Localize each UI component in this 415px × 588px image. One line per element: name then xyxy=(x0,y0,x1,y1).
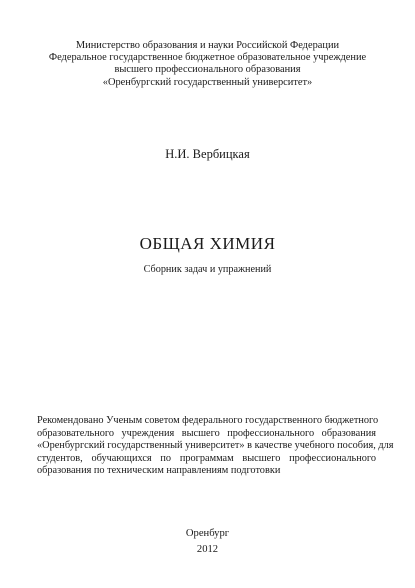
author-name: Н.И. Вербицкая xyxy=(165,147,250,161)
book-subtitle: Сборник задач и упражнений xyxy=(143,264,272,275)
header-line-university-name: «Оренбургский государственный университет» xyxy=(102,76,313,88)
recommendation-line: образовательного учреждения высшего профессионального образования xyxy=(37,427,376,439)
recommendation-line: студентов, обучающихся по программам высшего профессионального xyxy=(37,452,376,464)
recommendation-line: образования по техническим направлениям подготовки xyxy=(37,465,281,476)
recommendation-line: «Оренбургский государственный университет» в качестве учебного пособия, для xyxy=(37,440,394,451)
header-line-institution-type: Федеральное государственное бюджетное образовательное учреждение xyxy=(48,52,367,64)
publication-year: 2012 xyxy=(196,544,219,555)
recommendation-paragraph xyxy=(37,415,394,478)
recommendation-line: Рекомендовано Ученым советом федерального государственного бюджетного xyxy=(37,415,379,426)
book-title: ОБЩАЯ ХИМИЯ xyxy=(139,234,276,253)
publication-city: Оренбург xyxy=(185,528,230,539)
header-line-ministry: Министерство образования и науки Российской Федерации xyxy=(75,40,340,51)
header-line-education-level: высшего профессионального образования xyxy=(114,64,301,76)
institution-header xyxy=(0,40,415,89)
